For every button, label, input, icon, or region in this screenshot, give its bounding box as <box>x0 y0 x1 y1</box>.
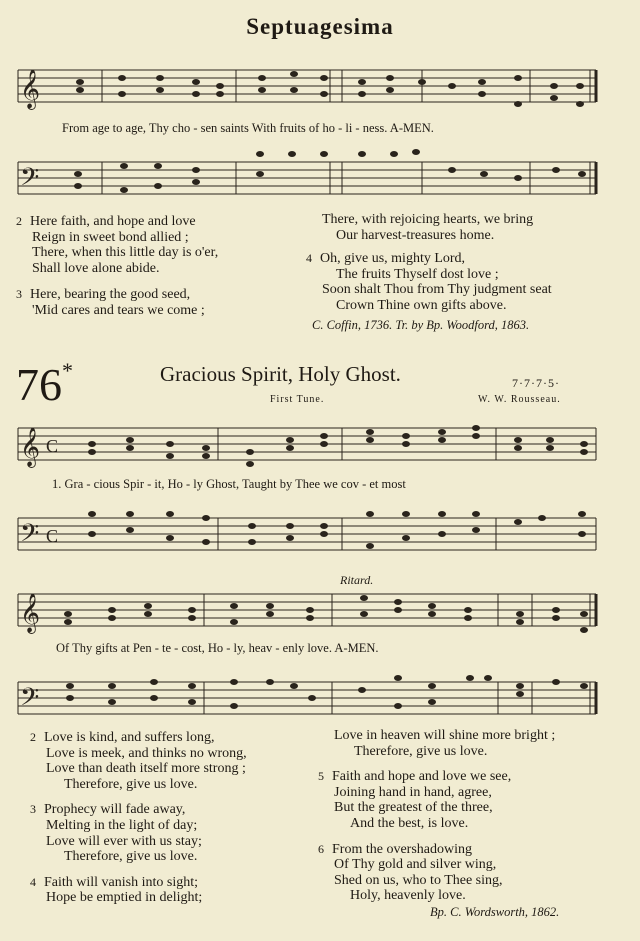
verse-line: From the overshadowing <box>332 841 472 857</box>
verse-line: Joining hand in hand, agree, <box>334 784 492 800</box>
svg-text:𝄢: 𝄢 <box>20 684 40 717</box>
verse-line: Oh, give us, mighty Lord, <box>320 251 466 267</box>
verse-2 <box>30 730 247 792</box>
svg-text:𝄞: 𝄞 <box>20 595 41 632</box>
verse-number: 2 <box>30 730 36 744</box>
verse-3 <box>16 287 218 318</box>
verse-number: 5 <box>318 769 324 784</box>
verse-line: Holy, heavenly love. <box>350 888 466 904</box>
verses-76-left <box>30 730 247 906</box>
hymn-number-mark: * <box>62 357 73 383</box>
verse-line: Therefore, give us love. <box>64 776 198 792</box>
verse-line: Love is meek, and thinks no wrong, <box>46 745 247 761</box>
lyrics-76-line-2: Of Thy gifts at Pen - te - cost, Ho - ly, heav - enly love. A-MEN. <box>56 641 379 655</box>
hymn-number <box>16 358 73 411</box>
verse-number: 6 <box>318 841 324 856</box>
verse-line: Therefore, give us love. <box>64 849 198 865</box>
hymn-number-value: 76 <box>16 359 62 410</box>
verses-76-right <box>318 728 555 904</box>
verse-line: Love in heaven will shine more bright ; <box>334 728 556 743</box>
verse-line: 'Mid cares and tears we come ; <box>32 302 205 318</box>
svg-text:𝄞: 𝄞 <box>20 71 41 108</box>
verse-line: Crown Thine own gifts above. <box>336 297 507 313</box>
svg-text:𝄢: 𝄢 <box>20 520 40 553</box>
verse-number: 3 <box>16 287 22 302</box>
verse-line: Shall love alone abide. <box>32 260 160 276</box>
composer-name: W. W. Rousseau. <box>478 394 561 405</box>
attribution-top: C. Coffin, 1736. Tr. by Bp. Woodford, 1863. <box>312 318 530 332</box>
verse-line: There, when this little day is o'er, <box>32 245 219 261</box>
lyrics-top-hymn: From age to age, Thy cho - sen saints With fruits of ho - li - ness. A-MEN. <box>62 121 434 135</box>
verse-line: Faith and hope and love we see, <box>332 769 512 785</box>
tune-label: First Tune. <box>270 394 325 405</box>
verse-line: Shed on us, who to Thee sing, <box>334 872 503 888</box>
verse-3 <box>30 802 247 864</box>
music-staff-76-treble-1 <box>12 420 598 472</box>
verse-number: 3 <box>30 802 36 817</box>
verse-line: But the greatest of the three, <box>334 800 493 816</box>
verses-top-right <box>306 212 552 314</box>
verse-line: Of Thy gold and silver wing, <box>334 857 497 873</box>
verse-line: And the best, is love. <box>350 815 469 831</box>
music-staff-top-bass <box>12 146 598 202</box>
verse-line: Here faith, and hope and love <box>30 214 196 229</box>
music-staff-top-treble <box>12 64 598 112</box>
hymn-meter: 7·7·7·5· <box>512 376 560 390</box>
verse-4 <box>306 251 552 313</box>
music-staff-76-bass-2 <box>12 668 598 720</box>
hymn-title: Gracious Spirit, Holy Ghost. <box>160 362 401 386</box>
verse-4 <box>30 875 247 906</box>
verse-line: Love than death itself more strong ; <box>46 761 246 777</box>
verse-line: The fruits Thyself dost love ; <box>336 266 499 282</box>
verse-line: Soon shalt Thou from Thy judgment seat <box>322 282 552 298</box>
tempo-mark: Ritard. <box>340 573 374 587</box>
verse-4-cont <box>318 728 555 759</box>
verse-line: Reign in sweet bond allied ; <box>32 229 189 245</box>
verse-line: There, with rejoicing hearts, we bring <box>322 212 534 227</box>
verse-number: 4 <box>30 874 36 889</box>
verse-line: Love will ever with us stay; <box>46 833 202 849</box>
lyrics-76-line-1: 1. Gra - cious Spir - it, Ho - ly Ghost, Taught by Thee we cov - et most <box>52 477 406 491</box>
music-staff-76-treble-2 <box>12 586 598 636</box>
verse-line: Our harvest-treasures home. <box>336 227 495 243</box>
svg-text:𝄢: 𝄢 <box>20 164 40 197</box>
verse-line: Therefore, give us love. <box>354 743 488 759</box>
verse-6 <box>318 842 555 904</box>
verse-3-cont <box>306 212 552 243</box>
svg-text:C: C <box>46 436 59 456</box>
verse-line: Prophecy will fade away, <box>44 802 186 818</box>
svg-text:C: C <box>46 526 59 546</box>
verse-line: Melting in the light of day; <box>46 817 198 833</box>
attribution-76: Bp. C. Wordsworth, 1862. <box>430 905 560 919</box>
verses-top-left <box>16 214 218 319</box>
verse-number: 2 <box>16 214 22 228</box>
verse-line: Love is kind, and suffers long, <box>44 730 215 745</box>
svg-text:𝄞: 𝄞 <box>20 429 41 466</box>
verse-line: Hope be emptied in delight; <box>46 890 203 906</box>
page-title: Septuagesima <box>246 14 394 39</box>
verse-number: 4 <box>306 251 312 266</box>
verse-2 <box>16 214 218 276</box>
music-staff-76-bass-1 <box>12 504 598 554</box>
verse-line: Faith will vanish into sight; <box>44 874 199 890</box>
verse-5 <box>318 769 555 831</box>
verse-line: Here, bearing the good seed, <box>30 287 191 303</box>
